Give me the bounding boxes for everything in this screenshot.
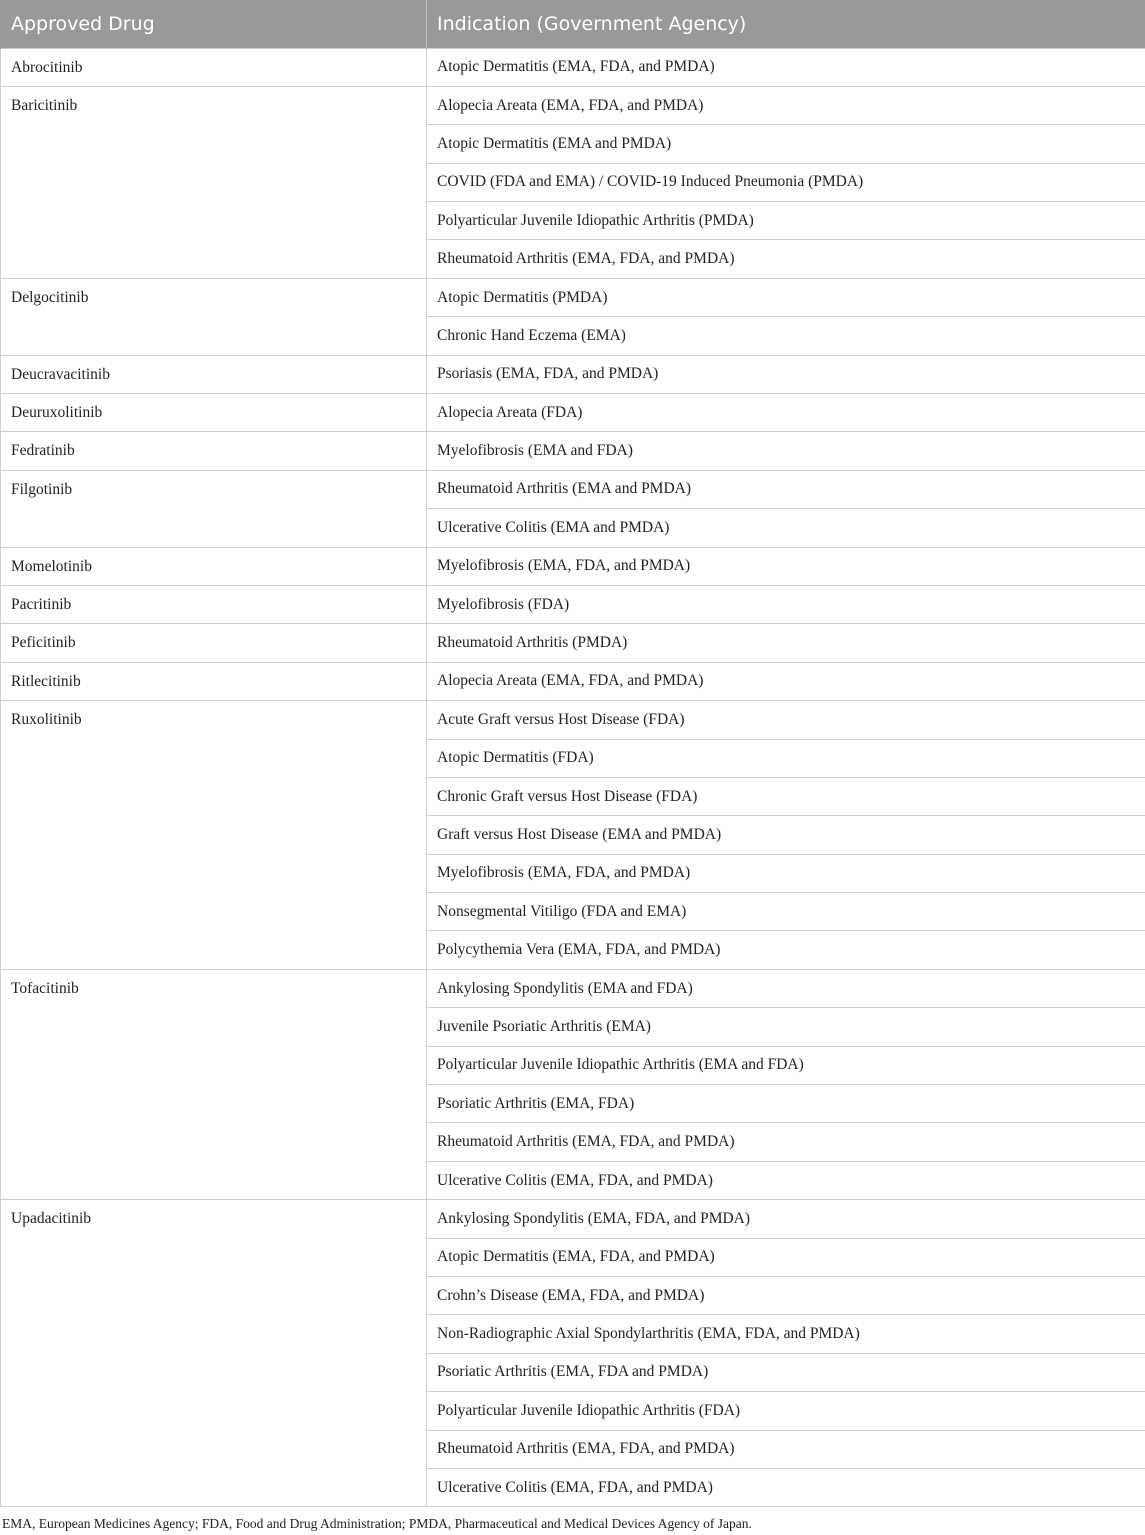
indication-cell: Rheumatoid Arthritis (EMA and PMDA) (427, 470, 1145, 508)
drug-name-cell: Peficitinib (1, 624, 427, 662)
indication-cell: Acute Graft versus Host Disease (FDA) (427, 701, 1145, 739)
indication-cell: Alopecia Areata (FDA) (427, 394, 1145, 432)
indication-cell: Rheumatoid Arthritis (EMA, FDA, and PMDA) (427, 240, 1145, 278)
drug-name-cell: Deucravacitinib (1, 355, 427, 393)
table-row (1, 278, 1145, 316)
indication-cell: Chronic Graft versus Host Disease (FDA) (427, 777, 1145, 815)
table-row (1, 394, 1145, 432)
indication-cell: Polyarticular Juvenile Idiopathic Arthritis (PMDA) (427, 202, 1145, 240)
indication-cell: Ulcerative Colitis (EMA and PMDA) (427, 509, 1145, 547)
indication-cell: Crohn’s Disease (EMA, FDA, and PMDA) (427, 1277, 1145, 1315)
indication-cell: Alopecia Areata (EMA, FDA, and PMDA) (427, 86, 1145, 124)
indication-cell: Atopic Dermatitis (FDA) (427, 739, 1145, 777)
table-row (1, 355, 1145, 393)
indication-cell: Ankylosing Spondylitis (EMA and FDA) (427, 969, 1145, 1007)
indication-cell: Polycythemia Vera (EMA, FDA, and PMDA) (427, 931, 1145, 969)
indication-cell: Psoriasis (EMA, FDA, and PMDA) (427, 355, 1145, 393)
drug-name-cell: Abrocitinib (1, 48, 427, 86)
drug-name-cell: Pacritinib (1, 585, 427, 623)
table-body (1, 48, 1145, 1507)
table-row (1, 624, 1145, 662)
indication-cell: Graft versus Host Disease (EMA and PMDA) (427, 816, 1145, 854)
table-row (1, 86, 1145, 124)
table-row (1, 701, 1145, 739)
indication-cell: Polyarticular Juvenile Idiopathic Arthritis (FDA) (427, 1392, 1145, 1430)
indication-cell: Juvenile Psoriatic Arthritis (EMA) (427, 1008, 1145, 1046)
table-row (1, 432, 1145, 470)
drug-name-cell: Fedratinib (1, 432, 427, 470)
drug-name-cell: Filgotinib (1, 470, 427, 547)
indication-cell: Psoriatic Arthritis (EMA, FDA) (427, 1085, 1145, 1123)
table-header-row (1, 0, 1145, 48)
table-row (1, 969, 1145, 1007)
drug-name-cell: Deuruxolitinib (1, 394, 427, 432)
table-row (1, 662, 1145, 700)
header-indication: Indication (Government Agency) (427, 0, 1145, 48)
indication-cell: Polyarticular Juvenile Idiopathic Arthritis (EMA and FDA) (427, 1046, 1145, 1084)
table-row (1, 585, 1145, 623)
indication-cell: Ankylosing Spondylitis (EMA, FDA, and PMDA) (427, 1200, 1145, 1238)
table-row (1, 1200, 1145, 1238)
drug-name-cell: Baricitinib (1, 86, 427, 278)
drug-name-cell: Momelotinib (1, 547, 427, 585)
indication-cell: Myelofibrosis (EMA, FDA, and PMDA) (427, 547, 1145, 585)
indication-cell: Nonsegmental Vitiligo (FDA and EMA) (427, 893, 1145, 931)
table-row (1, 547, 1145, 585)
indication-cell: Rheumatoid Arthritis (EMA, FDA, and PMDA) (427, 1430, 1145, 1468)
indication-cell: Rheumatoid Arthritis (PMDA) (427, 624, 1145, 662)
indication-cell: Atopic Dermatitis (PMDA) (427, 278, 1145, 316)
indication-cell: Non-Radiographic Axial Spondylarthritis (EMA, FDA, and PMDA) (427, 1315, 1145, 1353)
drug-name-cell: Ritlecitinib (1, 662, 427, 700)
drug-name-cell: Delgocitinib (1, 278, 427, 355)
indication-cell: Atopic Dermatitis (EMA, FDA, and PMDA) (427, 1238, 1145, 1276)
indication-cell: Psoriatic Arthritis (EMA, FDA and PMDA) (427, 1353, 1145, 1391)
drug-name-cell: Tofacitinib (1, 969, 427, 1199)
table-row (1, 48, 1145, 86)
indication-cell: Myelofibrosis (FDA) (427, 585, 1145, 623)
indication-cell: Alopecia Areata (EMA, FDA, and PMDA) (427, 662, 1145, 700)
indication-cell: Myelofibrosis (EMA, FDA, and PMDA) (427, 854, 1145, 892)
indication-cell: Atopic Dermatitis (EMA, FDA, and PMDA) (427, 48, 1145, 86)
indication-cell: Atopic Dermatitis (EMA and PMDA) (427, 125, 1145, 163)
indication-cell: Chronic Hand Eczema (EMA) (427, 317, 1145, 355)
drug-name-cell: Ruxolitinib (1, 701, 427, 970)
indication-cell: Myelofibrosis (EMA and FDA) (427, 432, 1145, 470)
indication-cell: COVID (FDA and EMA) / COVID-19 Induced Pneumonia (PMDA) (427, 163, 1145, 201)
indication-cell: Ulcerative Colitis (EMA, FDA, and PMDA) (427, 1468, 1145, 1506)
indication-cell: Ulcerative Colitis (EMA, FDA, and PMDA) (427, 1161, 1145, 1199)
table-row (1, 470, 1145, 508)
header-approved-drug: Approved Drug (1, 0, 427, 48)
table-footnote: EMA, European Medicines Agency; FDA, Food and Drug Administration; PMDA, Pharmaceutical and Medical Devices Agency of Japan. (2, 1516, 752, 1531)
indication-cell: Rheumatoid Arthritis (EMA, FDA, and PMDA) (427, 1123, 1145, 1161)
drug-name-cell: Upadacitinib (1, 1200, 427, 1507)
